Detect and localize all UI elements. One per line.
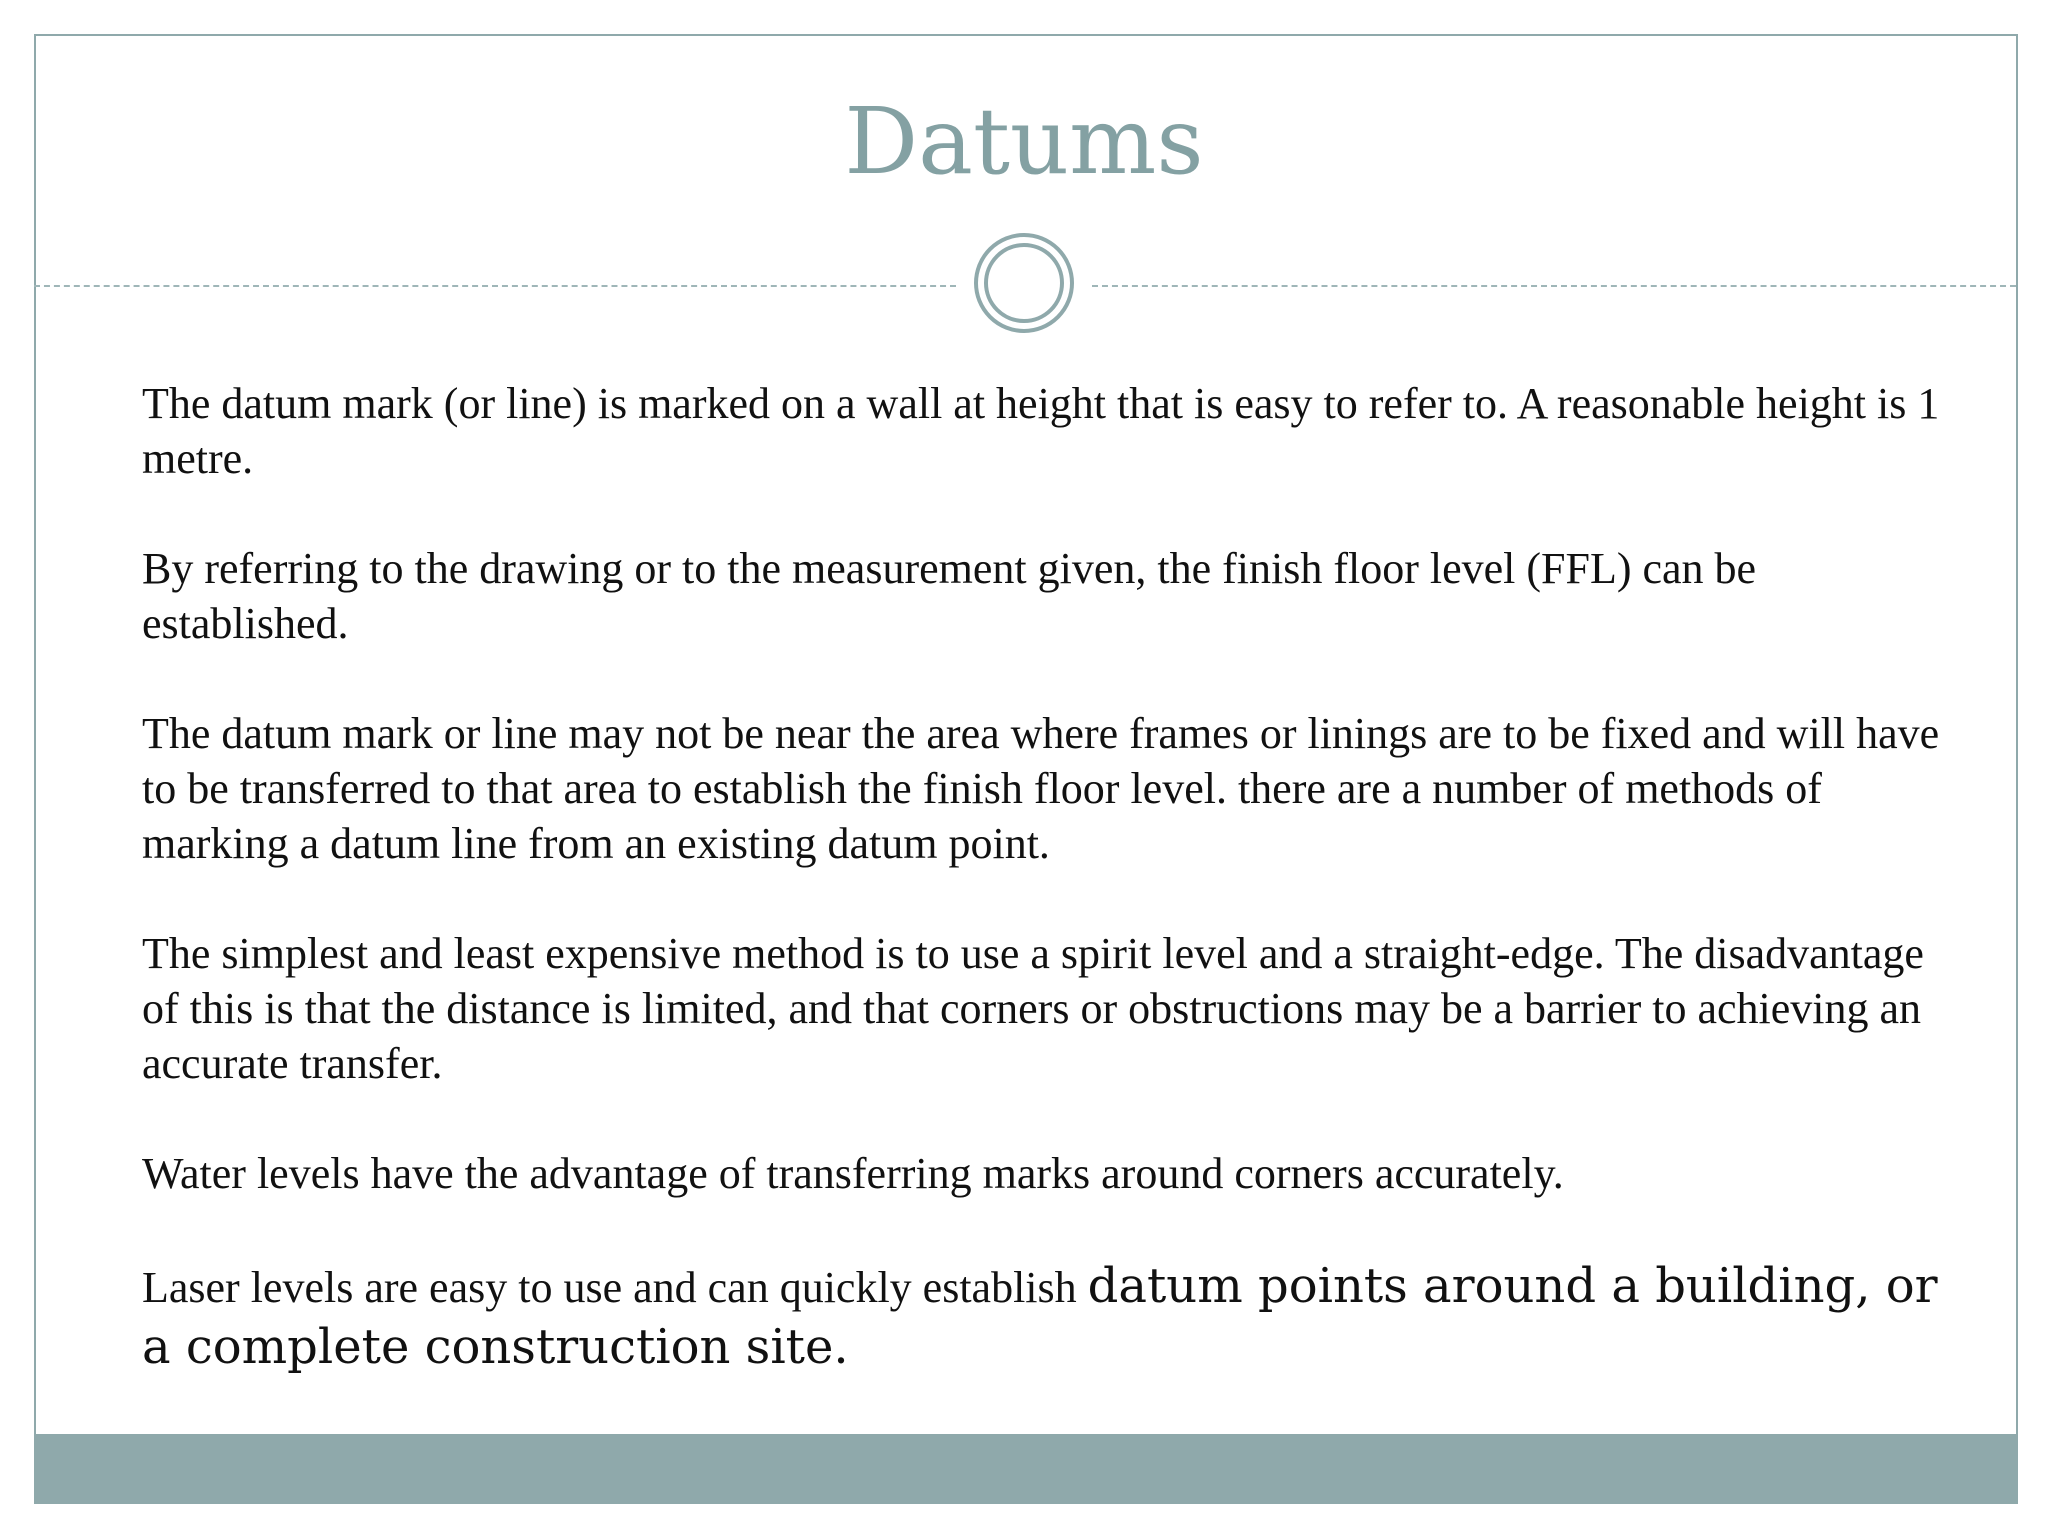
paragraph-6-part2: datum points around a building, or a complete construction site. — [142, 1258, 1938, 1375]
divider-right — [1092, 285, 2016, 287]
divider-left — [34, 285, 956, 287]
paragraph-6-part1: Laser levels are easy to use and can quickly establish — [142, 1263, 1088, 1312]
slide-body — [142, 376, 1942, 1378]
paragraph-1: The datum mark (or line) is marked on a wall at height that is easy to refer to. A reasonable height is 1 metre. — [142, 379, 1940, 483]
slide-title: Datums — [844, 88, 1204, 195]
paragraph-4: The simplest and least expensive method is to use a spirit level and a straight-edge. The disadvantage of this is that the distance is limited, and that corners or obstructions may be a barrier to achieving an accurate transfer. — [142, 929, 1924, 1088]
footer-bar — [34, 1434, 2018, 1504]
ring-ornament-inner — [984, 243, 1064, 323]
paragraph-5: Water levels have the advantage of transferring marks around corners accurately. — [142, 1149, 1564, 1198]
paragraph-3: The datum mark or line may not be near the area where frames or linings are to be fixed and will have to be transferred to that area to establish the finish floor level. there are a number of methods of marking a datum line from an existing datum point. — [142, 709, 1940, 868]
paragraph-6 — [142, 1256, 1942, 1378]
paragraph-2: By referring to the drawing or to the measurement given, the finish floor level (FFL) can be established. — [142, 544, 1757, 648]
